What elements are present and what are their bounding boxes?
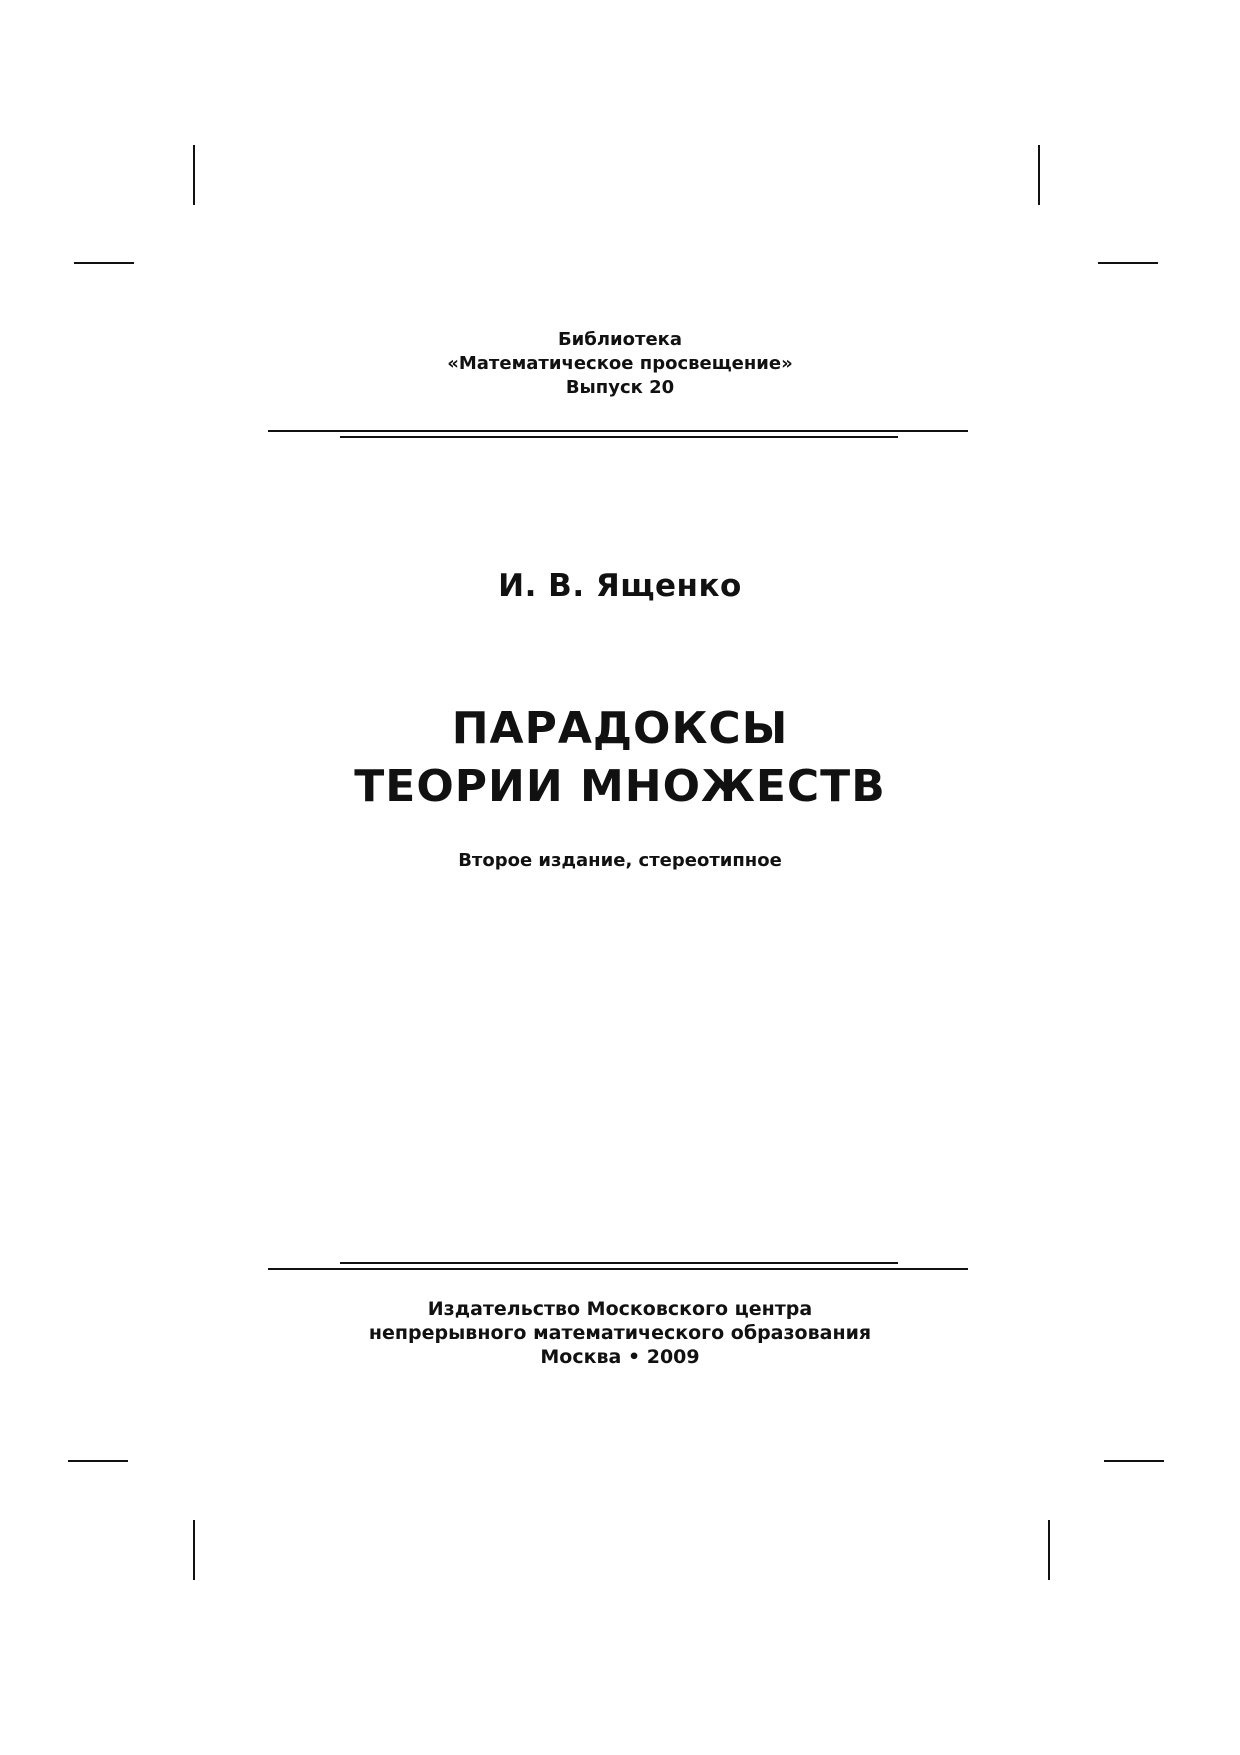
top-rule-short xyxy=(340,436,898,438)
bottom-rule-long xyxy=(268,1268,968,1270)
top-rule-long xyxy=(268,430,968,432)
series-library-label: Библиотека xyxy=(557,329,683,350)
publisher-name: Издательство Московского центра xyxy=(427,1298,813,1320)
crop-mark-bottom-right-vertical xyxy=(1048,1520,1050,1580)
crop-mark-top-right-horizontal xyxy=(1098,262,1158,264)
crop-mark-top-right-vertical xyxy=(1038,145,1040,205)
series-issue: Выпуск 20 xyxy=(565,377,675,398)
series-name: «Математическое просвещение» xyxy=(447,353,793,374)
crop-mark-bottom-left-vertical xyxy=(193,1520,195,1580)
crop-mark-bottom-right-horizontal xyxy=(1104,1460,1164,1462)
bottom-rule-short xyxy=(340,1262,898,1264)
book-title-line-1: ПАРАДОКСЫ xyxy=(451,703,789,754)
series-info xyxy=(0,328,1240,400)
crop-mark-bottom-left-horizontal xyxy=(68,1460,128,1462)
publisher-city-year: Москва • 2009 xyxy=(540,1346,700,1368)
book-title-line-2: ТЕОРИИ МНОЖЕСТВ xyxy=(354,761,886,812)
crop-mark-top-left-horizontal xyxy=(74,262,134,264)
edition-note: Второе издание, стереотипное xyxy=(458,850,782,871)
book-title xyxy=(0,700,1240,816)
publisher-info xyxy=(0,1297,1240,1369)
publisher-name-cont: непрерывного математического образования xyxy=(368,1322,872,1344)
crop-mark-top-left-vertical xyxy=(193,145,195,205)
author-name: И. В. Ященко xyxy=(498,568,742,604)
